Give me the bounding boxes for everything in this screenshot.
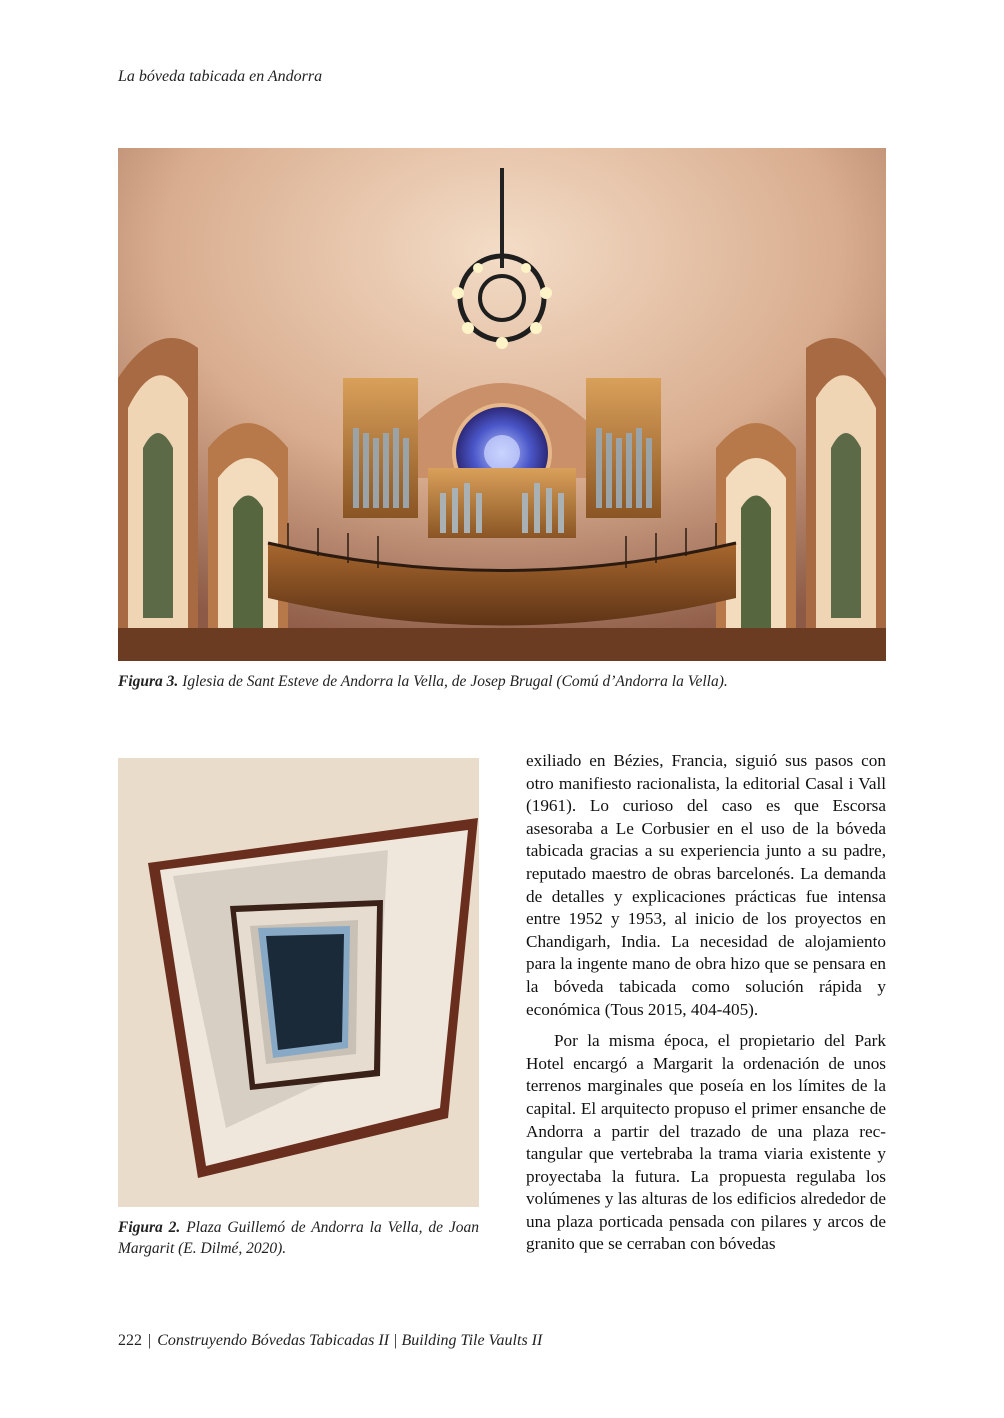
- figure-3-photo: [118, 148, 886, 661]
- figure-2-photo: [118, 758, 479, 1207]
- book-title: Construyendo Bóvedas Tabicadas II | Building Tile Vaults II: [157, 1332, 543, 1349]
- church-organ-illustration: [118, 148, 886, 661]
- stairwell-illustration: [118, 758, 479, 1207]
- page-number: 222: [118, 1332, 142, 1349]
- body-text-column: [526, 750, 886, 1265]
- figure-3-caption-text: Iglesia de Sant Esteve de Andorra la Vella, de Josep Brugal (Comú d’Andorra la Vella).: [182, 673, 728, 690]
- figure-2-caption-text: Plaza Guillemó de Andorra la Vella, de Joan Margarit (E. Dilmé, 2020).: [118, 1219, 479, 1257]
- paragraph: Por la misma época, el propietario del Park Hotel encargó a Margarit la ordenación de unos terrenos marginales que poseía en los límites de la capital. El arquitecto propuso el primer ensanche de Andorra a partir del trazado de una plaza rectangular que vertebraba la trama viaria existente y proyectaba la futura. La propuesta regulaba los volúmenes y las alturas de los edificios alrededor de una plaza porticada pensada con pilares y arcos de granito que se cerraban con bóvedas: [526, 1031, 886, 1254]
- running-head: La bóveda tabicada en Andorra: [118, 68, 323, 85]
- figure-3-caption: [118, 671, 898, 692]
- figure-2-caption: [118, 1217, 479, 1259]
- paragraph: exiliado en Bézies, Francia, siguió sus pasos con otro manifiesto racionalista, la editorial Casal i Vall (1961). Lo curioso del caso es que Escorsa asesoraba a Le Corbusier en el uso de la bóveda tabicada gracias a su experiencia junto a su padre, reputado maestro de obras barcelonés. La demanda de detalles y explicaciones prácticas fue intensa entre 1952 y 1953, al inicio de los proyectos en Chandigarh, India. La necesidad de alojamiento para la ingente mano de obra hizo que se pensara en la bóveda tabicada como solución rápida y económica (Tous 2015, 404-405).: [526, 751, 886, 1019]
- figure-2-label: Figura 2.: [118, 1219, 181, 1236]
- figure-3-label: Figura 3.: [118, 673, 179, 690]
- page-footer: [118, 1332, 542, 1350]
- footer-separator: |: [148, 1332, 152, 1349]
